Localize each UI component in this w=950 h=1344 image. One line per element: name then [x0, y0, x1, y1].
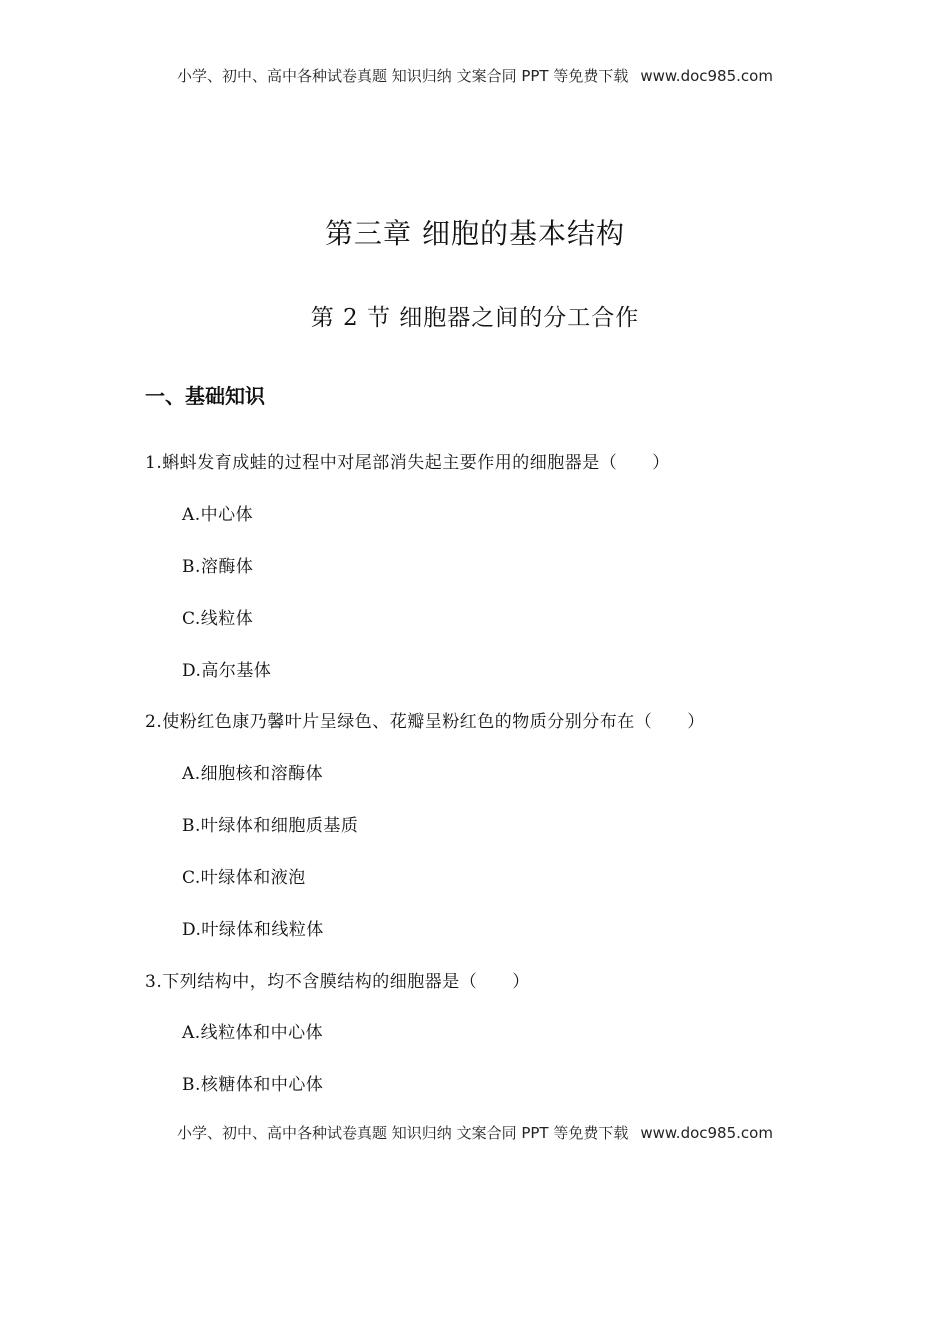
section-title: 第 2 节 细胞器之间的分工合作 [310, 305, 640, 331]
footer-banner [0, 1123, 950, 1143]
header-banner-text: 小学、初中、高中各种试卷真题 知识归纳 文案合同 PPT 等免费下载 [177, 67, 629, 85]
answer-option: B.叶绿体和细胞质基质 [182, 816, 359, 836]
header-banner-url[interactable]: www.doc985.com [640, 67, 773, 85]
part-heading: 一、基础知识 [145, 384, 265, 408]
question-stem: 2.使粉红色康乃馨叶片呈绿色、花瓣呈粉红色的物质分别分布在（ ） [145, 712, 705, 732]
answer-option: C.线粒体 [182, 609, 254, 629]
question-stem: 1.蝌蚪发育成蛙的过程中对尾部消失起主要作用的细胞器是（ ） [145, 453, 670, 473]
answer-option: A.线粒体和中心体 [182, 1023, 324, 1043]
answer-option: C.叶绿体和液泡 [182, 868, 306, 888]
header-banner [0, 66, 950, 86]
answer-option: B.核糖体和中心体 [182, 1075, 324, 1095]
footer-banner-url[interactable]: www.doc985.com [640, 1124, 773, 1142]
answer-option: A.细胞核和溶酶体 [182, 764, 324, 784]
answer-option: D.高尔基体 [182, 661, 272, 681]
answer-option: D.叶绿体和线粒体 [182, 920, 324, 940]
answer-option: A.中心体 [182, 505, 254, 525]
answer-option: B.溶酶体 [182, 557, 254, 577]
question-stem: 3.下列结构中，均不含膜结构的细胞器是（ ） [145, 972, 530, 992]
footer-banner-text: 小学、初中、高中各种试卷真题 知识归纳 文案合同 PPT 等免费下载 [177, 1124, 629, 1142]
chapter-title: 第三章 细胞的基本结构 [325, 217, 625, 250]
